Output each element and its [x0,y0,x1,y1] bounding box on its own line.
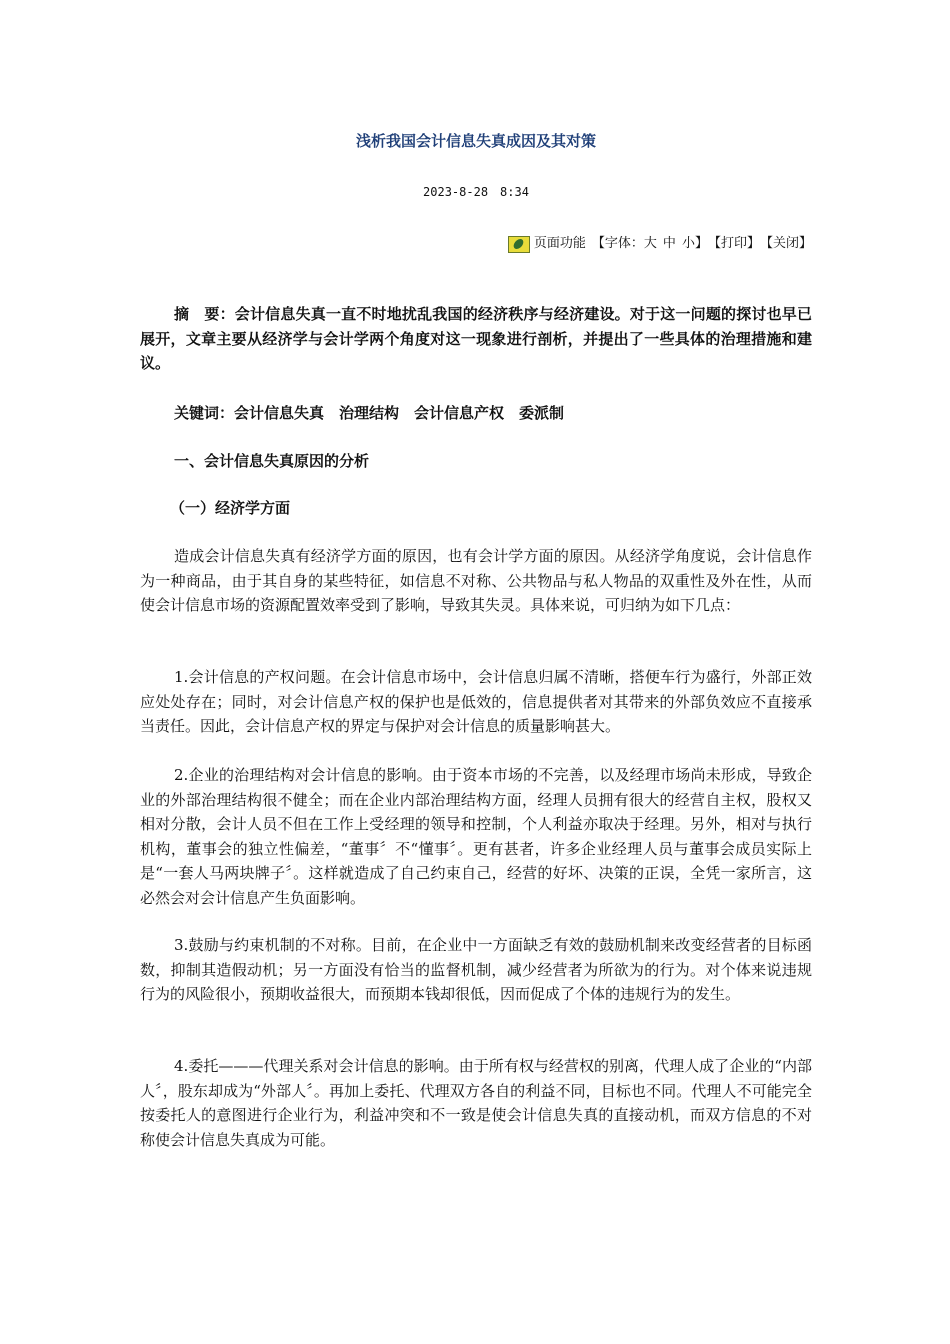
article-title: 浅析我国会计信息失真成因及其对策 [355,132,596,150]
font-small-link[interactable]: 小 [681,236,695,251]
abstract-paragraph: 摘 要：会计信息失真一直不时地扰乱我国的经济秩序与经济建设。对于这一问题的探讨也早已展开，文章主要从经济学与会计学两个角度对这一现象进行剖析，并提出了一些具体的治理措施和建议。 [140,305,812,372]
font-size-open: 【字体： [591,236,644,251]
close-link[interactable]: 【关闭】 [759,236,812,251]
body-paragraph: 造成会计信息失真有经济学方面的原因，也有会计学方面的原因。从经济学角度说，会计信息作为一种商品，由于其自身的某些特征，如信息不对称、公共物品与私人物品的双重性及外在性，从而使会计信息市场的资源配置效率受到了影响，导致其失灵。具体来说，可归纳为如下几点： [140,547,812,614]
print-link[interactable]: 【打印】 [707,236,760,251]
keywords-line: 关键词：会计信息失真 治理结构 会计信息产权 委派制 [174,404,565,422]
page-function-icon [508,236,530,253]
page-function-bar [508,234,812,254]
font-size-close: 】 [694,236,708,251]
body-paragraph: 3.鼓励与约束机制的不对称。目前，在企业中一方面缺乏有效的鼓励机制来改变经营者的目标函数，抑制其造假动机；另一方面没有恰当的监督机制，减少经营者为所欲为的行为。对个体来说违规行为的风险很小，预期收益很大，而预期本钱却很低，因而促成了个体的违规行为的发生。 [140,936,812,1003]
article-datetime: 2023-8-28 8:34 [423,185,529,199]
body-paragraph: 2.企业的治理结构对会计信息的影响。由于资本市场的不完善，以及经理市场尚未形成，导致企业的外部治理结构很不健全；而在企业内部治理结构方面，经理人员拥有很大的经营自主权，股权又相对分散，会计人员不但在工作上受经理的领导和控制，个人利益亦取决于经理。另外，相对与执行机构，董事会的独立性偏差，“董事〞不“懂事〞。更有甚者，许多企业经理人员与董事会成员实际上是“一套人马两块牌子〞。这样就造成了自己约束自己，经营的好坏、决策的正误，全凭一家所言，这必然会对会计信息产生负面影响。 [140,766,812,907]
font-large-link[interactable]: 大 [643,236,657,251]
subsection-heading: （一）经济学方面 [170,499,291,517]
body-paragraph: 4.委托———代理关系对会计信息的影响。由于所有权与经营权的别离，代理人成了企业的“内部人〞，股东却成为“外部人〞。再加上委托、代理双方各自的利益不同，目标也不同。代理人不可能完全按委托人的意图进行企业行为，利益冲突和不一致是使会计信息失真的直接动机，而双方信息的不对称使会计信息失真成为可能。 [140,1057,812,1149]
font-medium-link[interactable]: 中 [662,236,676,251]
body-paragraph: 1.会计信息的产权问题。在会计信息市场中，会计信息归属不清晰，搭便车行为盛行，外部正效应处处存在；同时，对会计信息产权的保护也是低效的，信息提供者对其带来的外部负效应不直接承当责任。因此，会计信息产权的界定与保护对会计信息的质量影响甚大。 [140,668,812,735]
page-function-label: 页面功能 [533,236,586,251]
section-heading: 一、会计信息失真原因的分析 [174,452,370,470]
